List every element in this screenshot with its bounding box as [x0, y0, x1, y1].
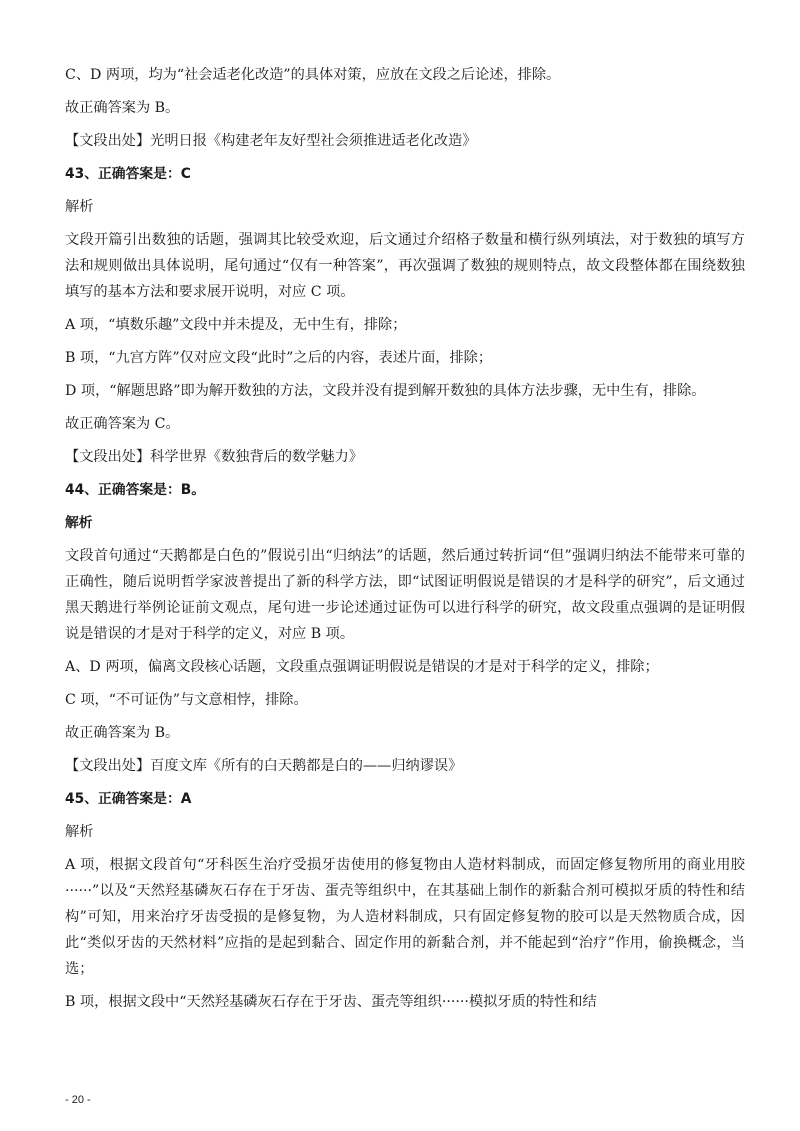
paragraph: 故正确答案为 B。 — [65, 725, 180, 741]
paragraph: 文段首句通过“天鹅都是白色的”假说引出“归纳法”的话题，然后通过转折词“但”强调归纳法不能带来可靠的正确性，随后说明哲学家波普提出了新的科学方法，即“试图证明假说是错误的才是科学的研究”，后文通过黑天鹅进行举例论证前文观点，尾句进一步论述通过证伪可以进行科学的研究，故文段重点强调的是证明假说是错误的才是对于科学的定义，对应 B 项。 — [65, 548, 745, 642]
paragraph: C、D 两项，均为“社会适老化改造”的具体对策，应放在文段之后论述，排除。 — [65, 67, 561, 83]
paragraph: A、D 两项，偏离文段核心话题，文段重点强调证明假说是错误的才是对于科学的定义，排除； — [65, 659, 659, 675]
paragraph: D 项，“解题思路”即为解开数独的方法，文段并没有提到解开数独的具体方法步骤，无中生有，排除。 — [65, 383, 706, 399]
paragraph: 【文段出处】光明日报《构建老年友好型社会须推进适老化改造》 — [65, 133, 477, 149]
paragraph: A 项，“填数乐趣”文段中并未提及，无中生有，排除； — [65, 317, 407, 333]
paragraph: B 项，“九宫方阵”仅对应文段“此时”之后的内容，表述片面，排除； — [65, 350, 493, 366]
paragraph: B 项，根据文段中“天然羟基磷灰石存在于牙齿、蛋壳等组织······模拟牙质的特性和结 — [65, 994, 597, 1010]
paragraph: 【文段出处】科学世界《数独背后的数学魅力》 — [65, 449, 363, 465]
paragraph: 解析 — [65, 824, 94, 840]
section-heading: 43、正确答案是：C — [65, 166, 191, 182]
paragraph: 解析 — [65, 199, 94, 215]
paragraph: A 项，根据文段首句“牙科医生治疗受损牙齿使用的修复物由人造材料制成，而固定修复物所用的商业用胶······”以及“天然羟基磷灰石存在于牙齿、蛋壳等组织中，在其基础上制作的新黏合剂可模拟牙质的特性和结构”可知，用来治疗牙齿受损的是修复物，为人造材料制成，只有固定修复物的胶可以是天然物质合成，因此“类似牙齿的天然材料”应指的是起到黏合、固定作用的新黏合剂，并不能起到“治疗”作用，偷换概念，当选； — [65, 857, 745, 977]
paragraph: 【文段出处】百度文库《所有的白天鹅都是白的——归纳谬误》 — [65, 758, 463, 774]
section-heading: 44、正确答案是：B。 — [65, 482, 206, 498]
paragraph: C 项，“不可证伪”与文意相悖，排除。 — [65, 692, 308, 708]
page-number: - 20 - — [65, 1094, 91, 1106]
document-body — [65, 62, 745, 1022]
paragraph: 文段开篇引出数独的话题，强调其比较受欢迎，后文通过介绍格子数量和横行纵列填法，对于数独的填写方法和规则做出具体说明，尾句通过“仅有一种答案”，再次强调了数独的规则特点，故文段整体都在围绕数独填写的基本方法和要求展开说明，对应 C 项。 — [65, 232, 745, 300]
paragraph: 故正确答案为 B。 — [65, 100, 180, 116]
section-heading: 45、正确答案是：A — [65, 791, 192, 807]
paragraph: 故正确答案为 C。 — [65, 416, 180, 432]
section-heading: 解析 — [65, 515, 93, 531]
